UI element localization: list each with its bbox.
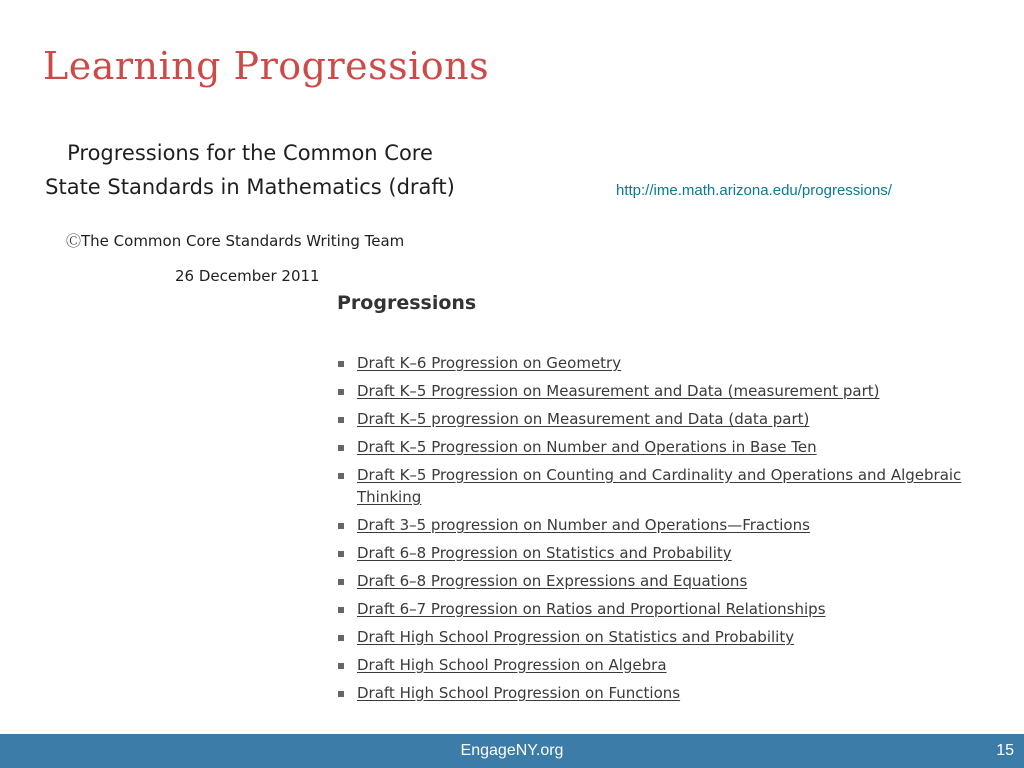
- progression-link[interactable]: Draft 6–7 Progression on Ratios and Proportional Relationships: [357, 600, 826, 618]
- list-item: [337, 514, 1002, 536]
- page-number: 15: [996, 742, 1014, 759]
- progression-link[interactable]: Draft K–5 progression on Measurement and Data (data part): [357, 410, 810, 428]
- progression-link[interactable]: Draft High School Progression on Algebra: [357, 656, 667, 674]
- square-bullet-icon: [338, 389, 344, 395]
- progressions-url-link[interactable]: http://ime.math.arizona.edu/progressions/: [616, 182, 892, 199]
- progression-link[interactable]: Draft High School Progression on Functions: [357, 684, 681, 702]
- list-item: [337, 626, 1002, 648]
- progression-link[interactable]: Draft K–6 Progression on Geometry: [357, 354, 622, 372]
- progressions-list: [337, 352, 1002, 710]
- square-bullet-icon: [338, 361, 344, 367]
- progression-link[interactable]: Draft K–5 Progression on Number and Operations in Base Ten: [357, 438, 817, 456]
- progression-link[interactable]: Draft K–5 Progression on Counting and Cardinality and Operations and Algebraic Thinking: [357, 466, 962, 506]
- document-title: [0, 136, 500, 204]
- square-bullet-icon: [338, 635, 344, 641]
- square-bullet-icon: [338, 663, 344, 669]
- slide-title: Learning Progressions: [43, 44, 490, 88]
- square-bullet-icon: [338, 607, 344, 613]
- document-date: 26 December 2011: [175, 267, 320, 285]
- square-bullet-icon: [338, 445, 344, 451]
- list-item: [337, 570, 1002, 592]
- document-copyright: ⒸThe Common Core Standards Writing Team: [66, 232, 405, 250]
- footer-bar: [0, 734, 1024, 768]
- progression-link[interactable]: Draft 6–8 Progression on Expressions and Equations: [357, 572, 748, 590]
- list-item: [337, 436, 1002, 458]
- square-bullet-icon: [338, 551, 344, 557]
- list-item: [337, 682, 1002, 704]
- list-item: [337, 380, 1002, 402]
- progression-link[interactable]: Draft 6–8 Progression on Statistics and Probability: [357, 544, 732, 562]
- list-item: [337, 654, 1002, 676]
- document-title-line-2: State Standards in Mathematics (draft): [45, 175, 455, 199]
- square-bullet-icon: [338, 473, 344, 479]
- list-item: [337, 598, 1002, 620]
- progression-link[interactable]: Draft 3–5 progression on Number and Operations—Fractions: [357, 516, 810, 534]
- document-title-line-1: Progressions for the Common Core: [67, 141, 433, 165]
- list-item: [337, 542, 1002, 564]
- progressions-heading: Progressions: [337, 292, 477, 314]
- footer-site-name: EngageNY.org: [460, 742, 564, 759]
- progression-link[interactable]: Draft High School Progression on Statistics and Probability: [357, 628, 795, 646]
- square-bullet-icon: [338, 579, 344, 585]
- square-bullet-icon: [338, 417, 344, 423]
- square-bullet-icon: [338, 523, 344, 529]
- list-item: [337, 352, 1002, 374]
- progression-link[interactable]: Draft K–5 Progression on Measurement and Data (measurement part): [357, 382, 880, 400]
- list-item: [337, 464, 1002, 508]
- list-item: [337, 408, 1002, 430]
- square-bullet-icon: [338, 691, 344, 697]
